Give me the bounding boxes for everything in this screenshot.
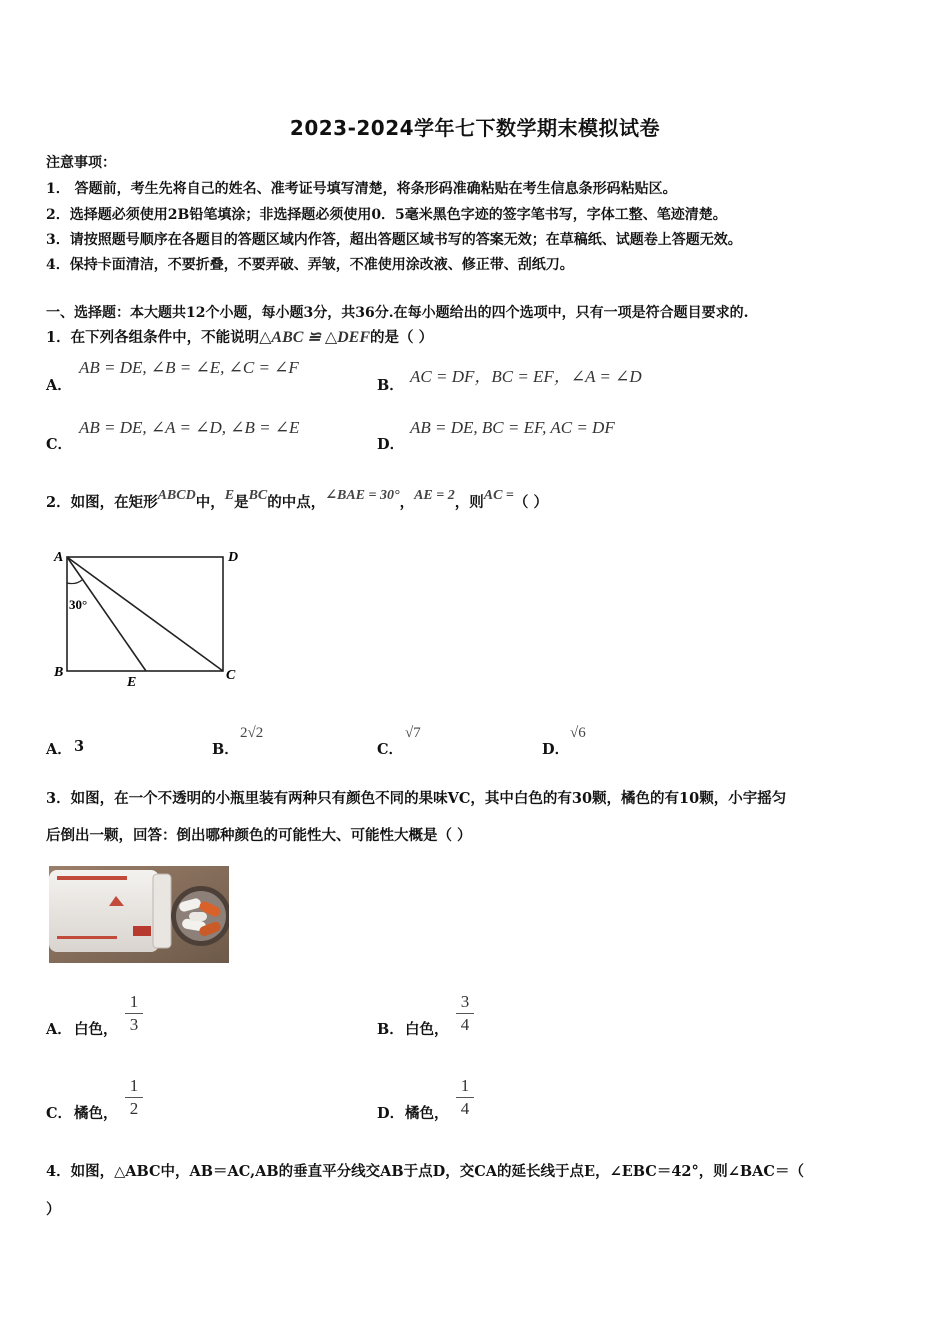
page-title: 2023-2024学年七下数学期末模拟试卷 — [289, 116, 661, 140]
q2-math-5: AE = 2 — [414, 488, 455, 503]
q2-math-2: E — [224, 488, 235, 503]
q3-option-d-fraction — [456, 1076, 474, 1119]
q2-math-3: BC — [248, 488, 268, 503]
q4-stem-line-2: ） — [46, 1201, 61, 1218]
q1-option-d-math: AB = DE, BC = EF, AC = DF — [410, 418, 615, 437]
q3-option-b-den: 4 — [460, 1015, 470, 1034]
q2-math-1: ABCD — [157, 488, 196, 503]
q3-option-a-text: 白色， — [74, 1021, 118, 1038]
q2-text-4: 的中点， — [267, 494, 326, 511]
q1-stem-text-b: 的是（ ） — [370, 329, 434, 346]
q2-math-6: AC = — [483, 488, 514, 503]
q3-option-b-label: B． — [377, 1021, 404, 1038]
q2-option-b-label: B． — [212, 741, 239, 758]
q3-stem-line-2: 后倒出一颗，回答：倒出哪种颜色的可能性大、可能性大概是（ ） — [46, 827, 472, 844]
q2-option-c-label: C． — [377, 741, 404, 758]
q3-option-d-label: D． — [377, 1105, 405, 1122]
q1-option-d-label: D． — [377, 436, 405, 453]
q3-option-c-fraction — [125, 1076, 143, 1119]
q1-option-b-math: AC = DF，BC = EF，∠A = ∠D — [410, 367, 642, 386]
q3-option-a-num: 1 — [129, 992, 139, 1011]
q2-option-d-label: D． — [542, 741, 570, 758]
q2-rectangle-figure — [48, 543, 248, 693]
q2-text-1: 2．如图，在矩形 — [46, 494, 158, 511]
label-a: A — [54, 550, 64, 565]
q2-stem — [46, 488, 548, 512]
q1-stem-math: △ABC ≌ △DEF — [259, 329, 371, 346]
notice-item-3: 3．请按照题号顺序在各题目的答题区域内作答，超出答题区域书写的答案无效；在草稿纸、试题卷上答题无效。 — [46, 232, 742, 248]
q2-option-d-value: √6 — [570, 725, 586, 741]
q1-option-a-label: A． — [46, 377, 72, 394]
q3-option-a-den: 3 — [129, 1015, 139, 1034]
label-c: C — [226, 668, 236, 683]
q3-option-a-fraction — [125, 992, 143, 1035]
q3-option-a-label: A． — [46, 1021, 72, 1038]
q2-math-4: ∠BAE = 30° — [325, 488, 400, 503]
segment-ae — [67, 557, 146, 671]
q2-option-a-label: A． — [46, 741, 72, 758]
q2-option-b-value: 2√2 — [240, 725, 264, 741]
label-e: E — [127, 675, 137, 690]
q2-option-a-value: 3 — [74, 738, 85, 755]
q3-option-d-num: 1 — [460, 1076, 470, 1095]
q3-option-d-text: 橘色， — [405, 1105, 449, 1122]
angle-arc — [67, 580, 82, 584]
q2-text-2: 中， — [195, 494, 225, 511]
segment-ac — [67, 557, 223, 671]
q3-option-b-fraction — [456, 992, 474, 1035]
label-angle-30: 30° — [69, 597, 88, 612]
q3-option-b-num: 3 — [460, 992, 470, 1011]
q1-stem — [46, 326, 433, 347]
q3-vc-bottle-photo — [49, 866, 229, 963]
notice-item-4: 4．保持卡面清洁，不要折叠，不要弄破、弄皱，不准使用涂改液、修正带、刮纸刀。 — [46, 257, 574, 273]
q2-option-c-value: √7 — [405, 725, 421, 741]
q3-option-c-label: C． — [46, 1105, 73, 1122]
notice-item-1: 1． 答题前，考生先将自己的姓名、准考证号填写清楚，将条形码准确粘贴在考生信息条形码粘贴区。 — [46, 181, 677, 197]
q3-option-c-text: 橘色， — [74, 1105, 118, 1122]
q3-option-c-num: 1 — [129, 1076, 139, 1095]
q1-option-c-math: AB = DE, ∠A = ∠D, ∠B = ∠E — [79, 418, 300, 437]
q4-stem-line-1: 4．如图，△ABC中，AB＝AC,AB的垂直平分线交AB于点D，交CA的延长线于点E，∠EBC＝42°，则∠BAC＝（ — [46, 1163, 804, 1180]
q2-text-6: ，则 — [454, 494, 484, 511]
notice-item-2: 2．选择题必须使用2B铅笔填涂；非选择题必须使用0．5毫米黑色字迹的签字笔书写，字体工整、笔迹清楚。 — [46, 207, 727, 223]
q3-option-b-text: 白色， — [405, 1021, 449, 1038]
q1-option-a-math: AB = DE, ∠B = ∠E, ∠C = ∠F — [79, 358, 299, 377]
q1-option-c-label: C． — [46, 436, 73, 453]
q2-text-5: ， — [399, 494, 415, 511]
q2-text-7: （ ） — [513, 494, 548, 511]
q3-option-d-den: 4 — [460, 1099, 470, 1118]
q3-stem-line-1: 3．如图，在一个不透明的小瓶里装有两种只有颜色不同的果味VC，其中白色的有30颗，橘色的有10颗，小宇摇匀 — [46, 790, 787, 807]
label-d: D — [228, 550, 239, 565]
q3-option-c-den: 2 — [129, 1099, 139, 1118]
q2-text-3: 是 — [234, 494, 249, 511]
label-b: B — [54, 665, 64, 680]
notice-heading: 注意事项： — [46, 155, 116, 171]
q1-option-b-label: B． — [377, 377, 404, 394]
q1-stem-text-a: 1．在下列各组条件中，不能说明 — [46, 329, 260, 346]
section-heading: 一、选择题：本大题共12个小题，每小题3分，共36分.在每小题给出的四个选项中，只有一项是符合题目要求的. — [46, 305, 749, 321]
